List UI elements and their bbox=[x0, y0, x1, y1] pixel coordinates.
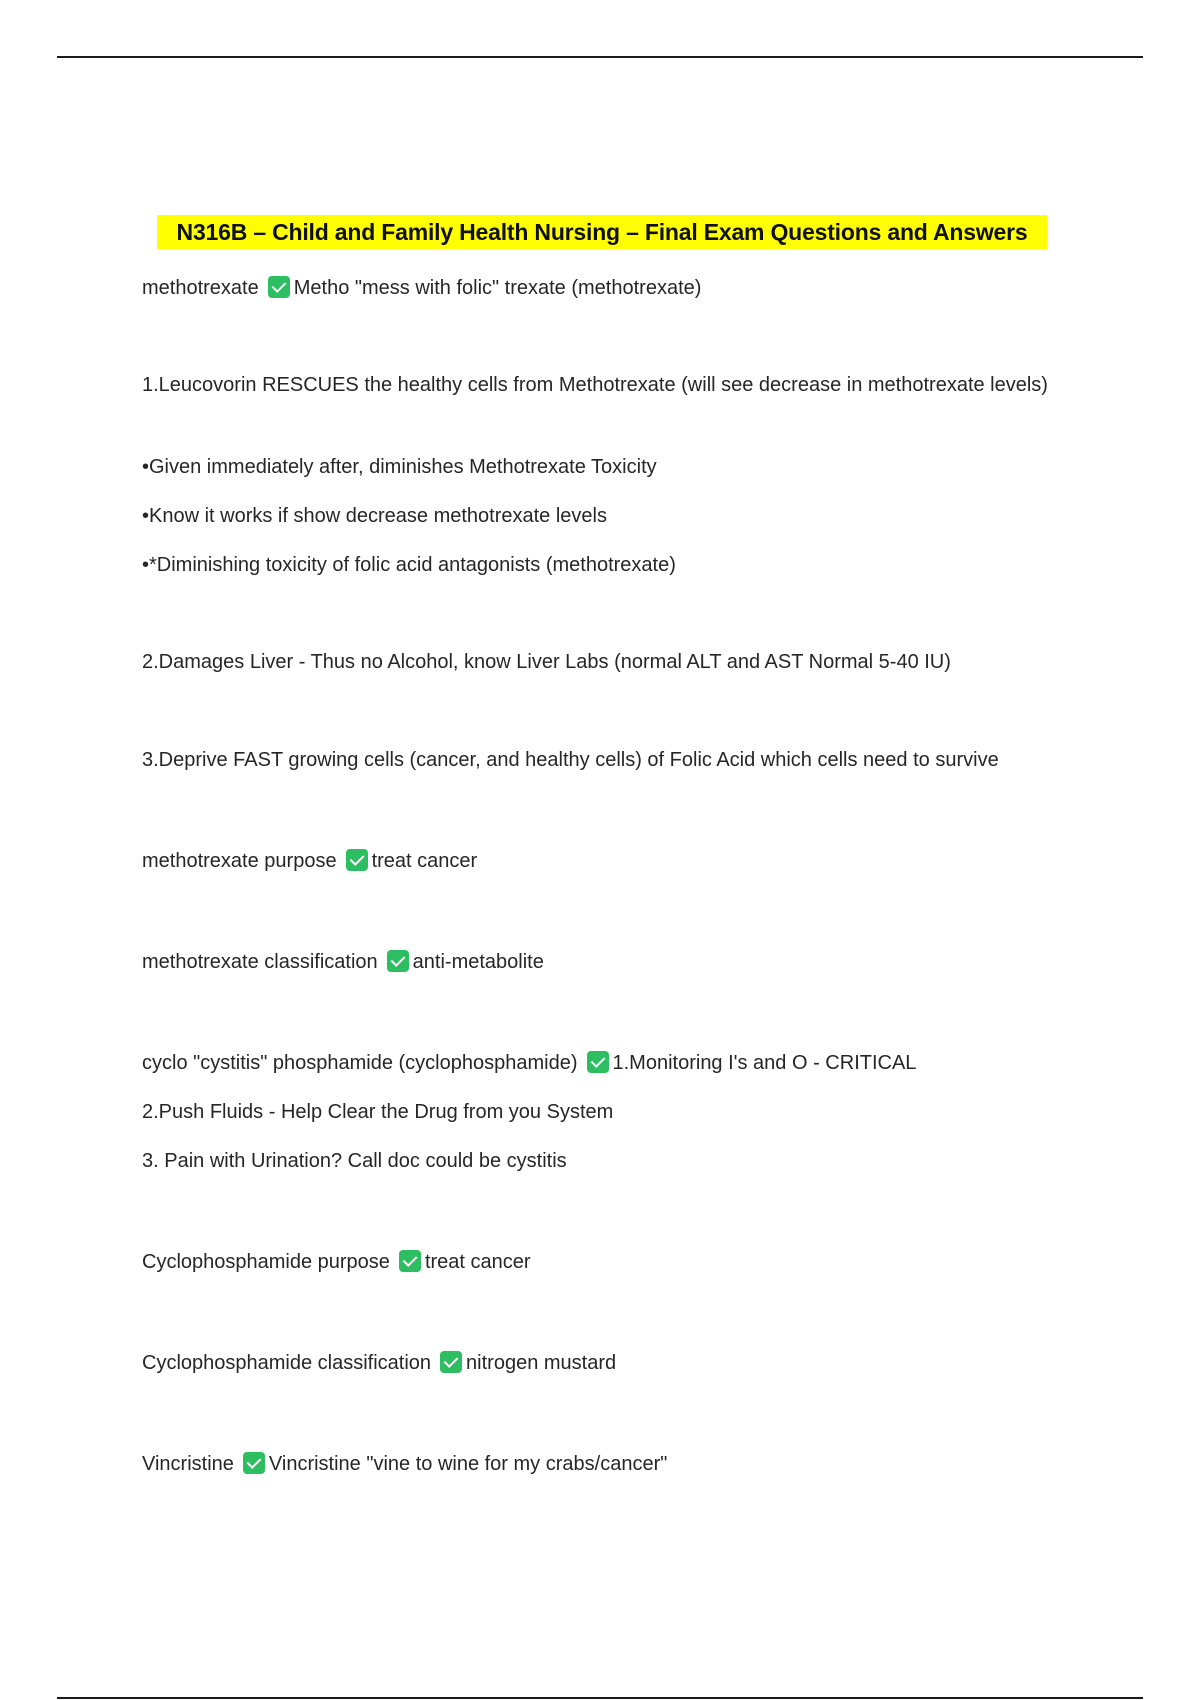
term-text: methotrexate classification bbox=[142, 951, 378, 973]
term-text: methotrexate bbox=[142, 277, 259, 299]
answer-text: nitrogen mustard bbox=[466, 1352, 617, 1374]
document-title: N316B – Child and Family Health Nursing – Final Exam Questions and Answers bbox=[157, 215, 1047, 249]
answer-text: Metho "mess with folic" trexate (methotrexate) bbox=[293, 277, 702, 299]
term-text: methotrexate purpose bbox=[142, 850, 337, 872]
qa-item-methotrexate bbox=[142, 274, 701, 302]
note-line: 1.Leucovorin RESCUES the healthy cells from Methotrexate (will see decrease in methotrexate levels) bbox=[142, 374, 1048, 396]
qa-item-cyclophosphamide-classification bbox=[142, 1349, 616, 1377]
note-line: •*Diminishing toxicity of folic acid antagonists (methotrexate) bbox=[142, 554, 676, 576]
qa-item-methotrexate-classification bbox=[142, 948, 544, 976]
note-line: 2.Push Fluids - Help Clear the Drug from you System bbox=[142, 1101, 614, 1123]
check-mark-icon bbox=[587, 1051, 609, 1073]
check-mark-icon bbox=[387, 950, 409, 972]
footer-rule bbox=[57, 1697, 1143, 1699]
note-line: •Given immediately after, diminishes Methotrexate Toxicity bbox=[142, 456, 657, 478]
note-line: 3.Deprive FAST growing cells (cancer, and healthy cells) of Folic Acid which cells need to survive bbox=[142, 749, 999, 771]
qa-item-cyclophosphamide-purpose bbox=[142, 1248, 531, 1276]
answer-text: anti-metabolite bbox=[412, 951, 544, 973]
term-text: Cyclophosphamide purpose bbox=[142, 1251, 390, 1273]
check-mark-icon bbox=[243, 1452, 265, 1474]
term-text: Vincristine bbox=[142, 1453, 234, 1475]
note-line: 3. Pain with Urination? Call doc could be cystitis bbox=[142, 1150, 567, 1172]
note-line: 2.Damages Liver - Thus no Alcohol, know Liver Labs (normal ALT and AST Normal 5-40 IU) bbox=[142, 651, 951, 673]
note-line: •Know it works if show decrease methotrexate levels bbox=[142, 505, 607, 527]
check-mark-icon bbox=[440, 1351, 462, 1373]
qa-item-cyclophosphamide bbox=[142, 1049, 916, 1077]
answer-text: 1.Monitoring I's and O - CRITICAL bbox=[612, 1052, 917, 1074]
header-rule bbox=[57, 56, 1143, 58]
qa-item-vincristine bbox=[142, 1450, 667, 1478]
answer-text: treat cancer bbox=[371, 850, 478, 872]
answer-text: Vincristine "vine to wine for my crabs/cancer" bbox=[268, 1453, 668, 1475]
qa-item-methotrexate-purpose bbox=[142, 847, 477, 875]
check-mark-icon bbox=[399, 1250, 421, 1272]
term-text: Cyclophosphamide classification bbox=[142, 1352, 432, 1374]
answer-text: treat cancer bbox=[424, 1251, 531, 1273]
term-text: cyclo "cystitis" phosphamide (cyclophosphamide) bbox=[142, 1052, 578, 1074]
check-mark-icon bbox=[268, 276, 290, 298]
check-mark-icon bbox=[346, 849, 368, 871]
